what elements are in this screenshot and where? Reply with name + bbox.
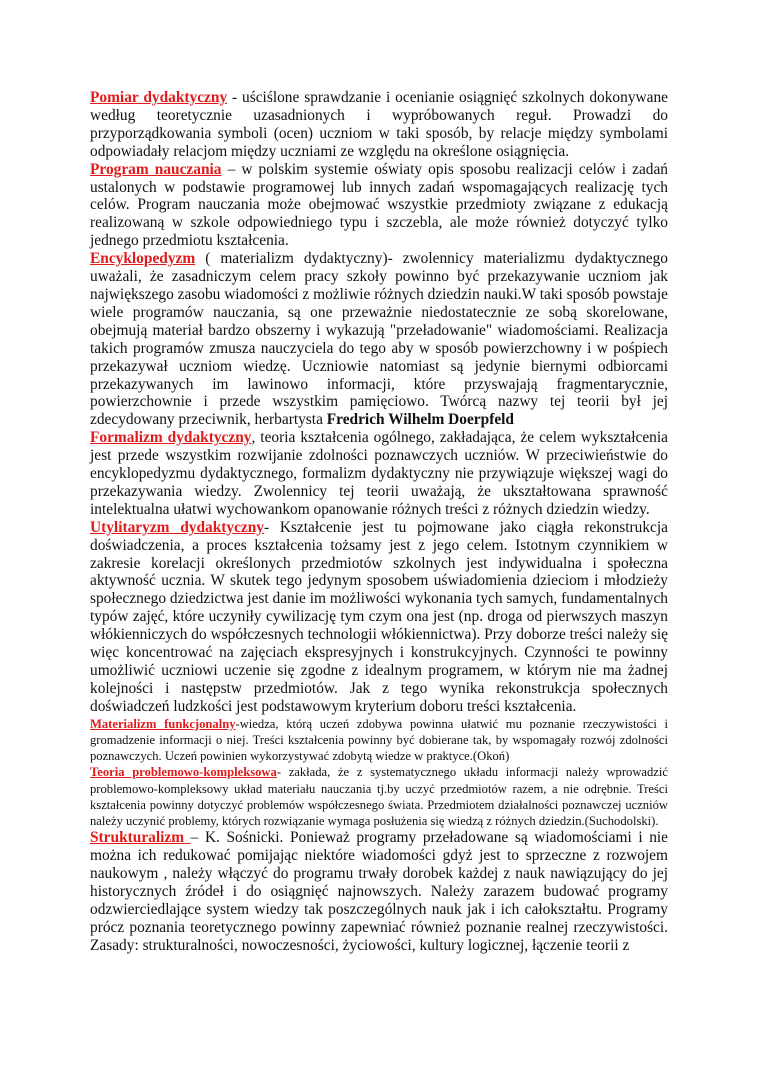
term-link[interactable]: Teoria problemowo-kompleksowa: [90, 765, 277, 780]
term-link[interactable]: Materializm funkcjonalny: [90, 716, 236, 731]
entry-teoria-problemowo-kompleksowa: [90, 764, 668, 829]
entry-encyklopedyzm: [90, 250, 668, 429]
term-link[interactable]: Program nauczania: [90, 160, 222, 178]
entry-text: - uściślone sprawdzanie i ocenianie osiągnięć szkolnych dokonywane według teoretycznie uzasadnionych i wypróbowanych reguł. Prowadzi do przyporządkowania symboli (ocen) uczniom w taki sposób, by relacje między symbolami odpowiadały relacjom między uczniami ze względu na określone osiągnięcia.: [90, 89, 668, 160]
entry-text: - Kształcenie jest tu pojmowane jako ciągła rekonstrukcja doświadczenia, a proces kształcenia tożsamy jest z jego celem. Istotnym czynnikiem w zakresie korelacji określonych przedmiotów szkolnych jest indywidualna i społeczna aktywność ucznia. W skutek tego jedynym sposobem uświadomienia dzieciom i młodzieży społecznego dziedzictwa jest danie im możliwości wykonania tych samych, fundamentalnych typów zajęć, które uczyniły cywilizację tym czym ona jest (np. droga od pierwszych maszyn włókienniczych do współczesnych technologii włókiennictwa). Przy doborze treści należy się więc koncentrować na zajęciach ekspresyjnych i konstrukcyjnych. Czynności te powinny umożliwić uczniowi uczenie się zgodne z idealnym programem, w którym nie ma żadnej kolejności i następstw przedmiotów. Jak z tego wynika rekonstrukcja społecznych doświadczeń ludzkości jest podstawowym kryterium doboru treści kształcenia.: [90, 518, 668, 715]
entry-text: – w polskim systemie oświaty opis sposobu realizacji celów i zadań ustalonych w podstawie programowej lub innych zadań wspomagających realizację tych celów. Program nauczania może obejmować wszystkie przedmioty związane z edukacją realizowaną w szkole odpowiedniego typu i szczebla, ale może również dotyczyć tylko jednego przedmiotu kształcenia.: [90, 160, 668, 250]
entry-text: ( materializm dydaktyczny)- zwolennicy materializmu dydaktycznego uważali, że zasadniczym celem pracy szkoły powinno być przekazywanie uczniom jak największego zasobu wiadomości z możliwie różnych dziedzin nauki.W taki sposób powstaje wiele programów nauczania, są one przeważnie niedostatecznie ze sobą skorelowane, obejmują materiał bardzo obszerny i wykazują "przeładowanie" wiadomościami. Realizacja takich programów zmusza nauczyciela do tego aby w sposób powierzchowny i w pośpiech przekazywał uczniom wiedzę. Uczniowie natomiast są jedynie biernymi odbiorcami przekazywanych im lawinowo informacji, które przyswajają fragmentarycznie, powierzchownie i przede wszystkim pamięciowo. Twórcą nazwy tej teorii był jej zdecydowany przeciwnik, herbartysta: [90, 250, 668, 429]
term-link[interactable]: Utylitaryzm dydaktyczny: [90, 518, 264, 536]
entry-text: , teoria kształcenia ogólnego, zakładająca, że celem wykształcenia jest przede wszystkim rozwijanie zdolności poznawczych uczniów. W przeciwieństwie do encyklopedyzmu dydaktycznego, formalizm dydaktyczny nie przywiązuje większej wagi do przekazywania wiedzy. Zwolennicy tej teorii uważają, że ukształtowana sprawność intelektualna ułatwi wychowankom opanowanie różnych treści z różnych dziedzin wiedzy.: [90, 429, 668, 518]
term-link[interactable]: Pomiar dydaktyczny: [90, 89, 228, 106]
entry-pomiar-dydaktyczny: [90, 89, 668, 161]
entry-utylitaryzm-dydaktyczny: [90, 519, 668, 716]
term-link[interactable]: Encyklopedyzm: [90, 250, 196, 268]
entry-text: – K. Sośnicki. Ponieważ programy przeładowane są wiadomościami i nie można ich redukować pomijając niektóre wiadomości gdyż jest to sprzeczne z rozwojem naukowym , należy włączyć do programu trwały dorobek każdej z nauk nawiązujący do jej historycznych źródeł i do osiągnięć najnowszych. Należy zarazem budować programy odzwierciedlające system wiedzy tak poszczególnych nauk jak i ich całokształtu. Programy prócz poznania teoretycznego powinny zapewniać również poznanie realnej rzeczywistości. Zasady: strukturalności, nowoczesności, życiowości, kultury logicznej, łączenie teorii z: [90, 829, 668, 954]
term-link[interactable]: Strukturalizm: [90, 829, 191, 847]
author-name: Fredrich Wilhelm Doerpfeld: [326, 411, 514, 429]
document-body: [90, 89, 668, 954]
entry-strukturalizm: [90, 829, 668, 954]
entry-text: - zakłada, że z systematycznego układu informacji należy wprowadzić problemowo-kompleksowy układ materiału nauczania tj.by uczyć przedmiotów razem, a nie odrębnie. Treści kształcenia powinny dotyczyć problemów współczesnego świata. Przedmiotem działalności poznawczej uczniów należy uczynić problemy, których rozwiązanie wymaga posłużenia się wiedzą z różnych dziedzin.(Suchodolski).: [90, 765, 668, 828]
term-link[interactable]: Formalizm dydaktyczny: [90, 429, 252, 447]
entry-materializm-funkcjonalny: [90, 716, 668, 765]
entry-program-nauczania: [90, 161, 668, 251]
entry-text: -wiedza, którą uczeń zdobywa powinna ułatwić mu poznanie rzeczywistości i gromadzenie informacji o niej. Treści kształcenia powinny być dobierane tak, by wspomagały rozwój zdolności poznawczych. Uczeń powinien wykorzystywać zdobytą wiedze w praktyce.(Okoń): [90, 716, 669, 764]
entry-formalizm-dydaktyczny: [90, 429, 668, 519]
